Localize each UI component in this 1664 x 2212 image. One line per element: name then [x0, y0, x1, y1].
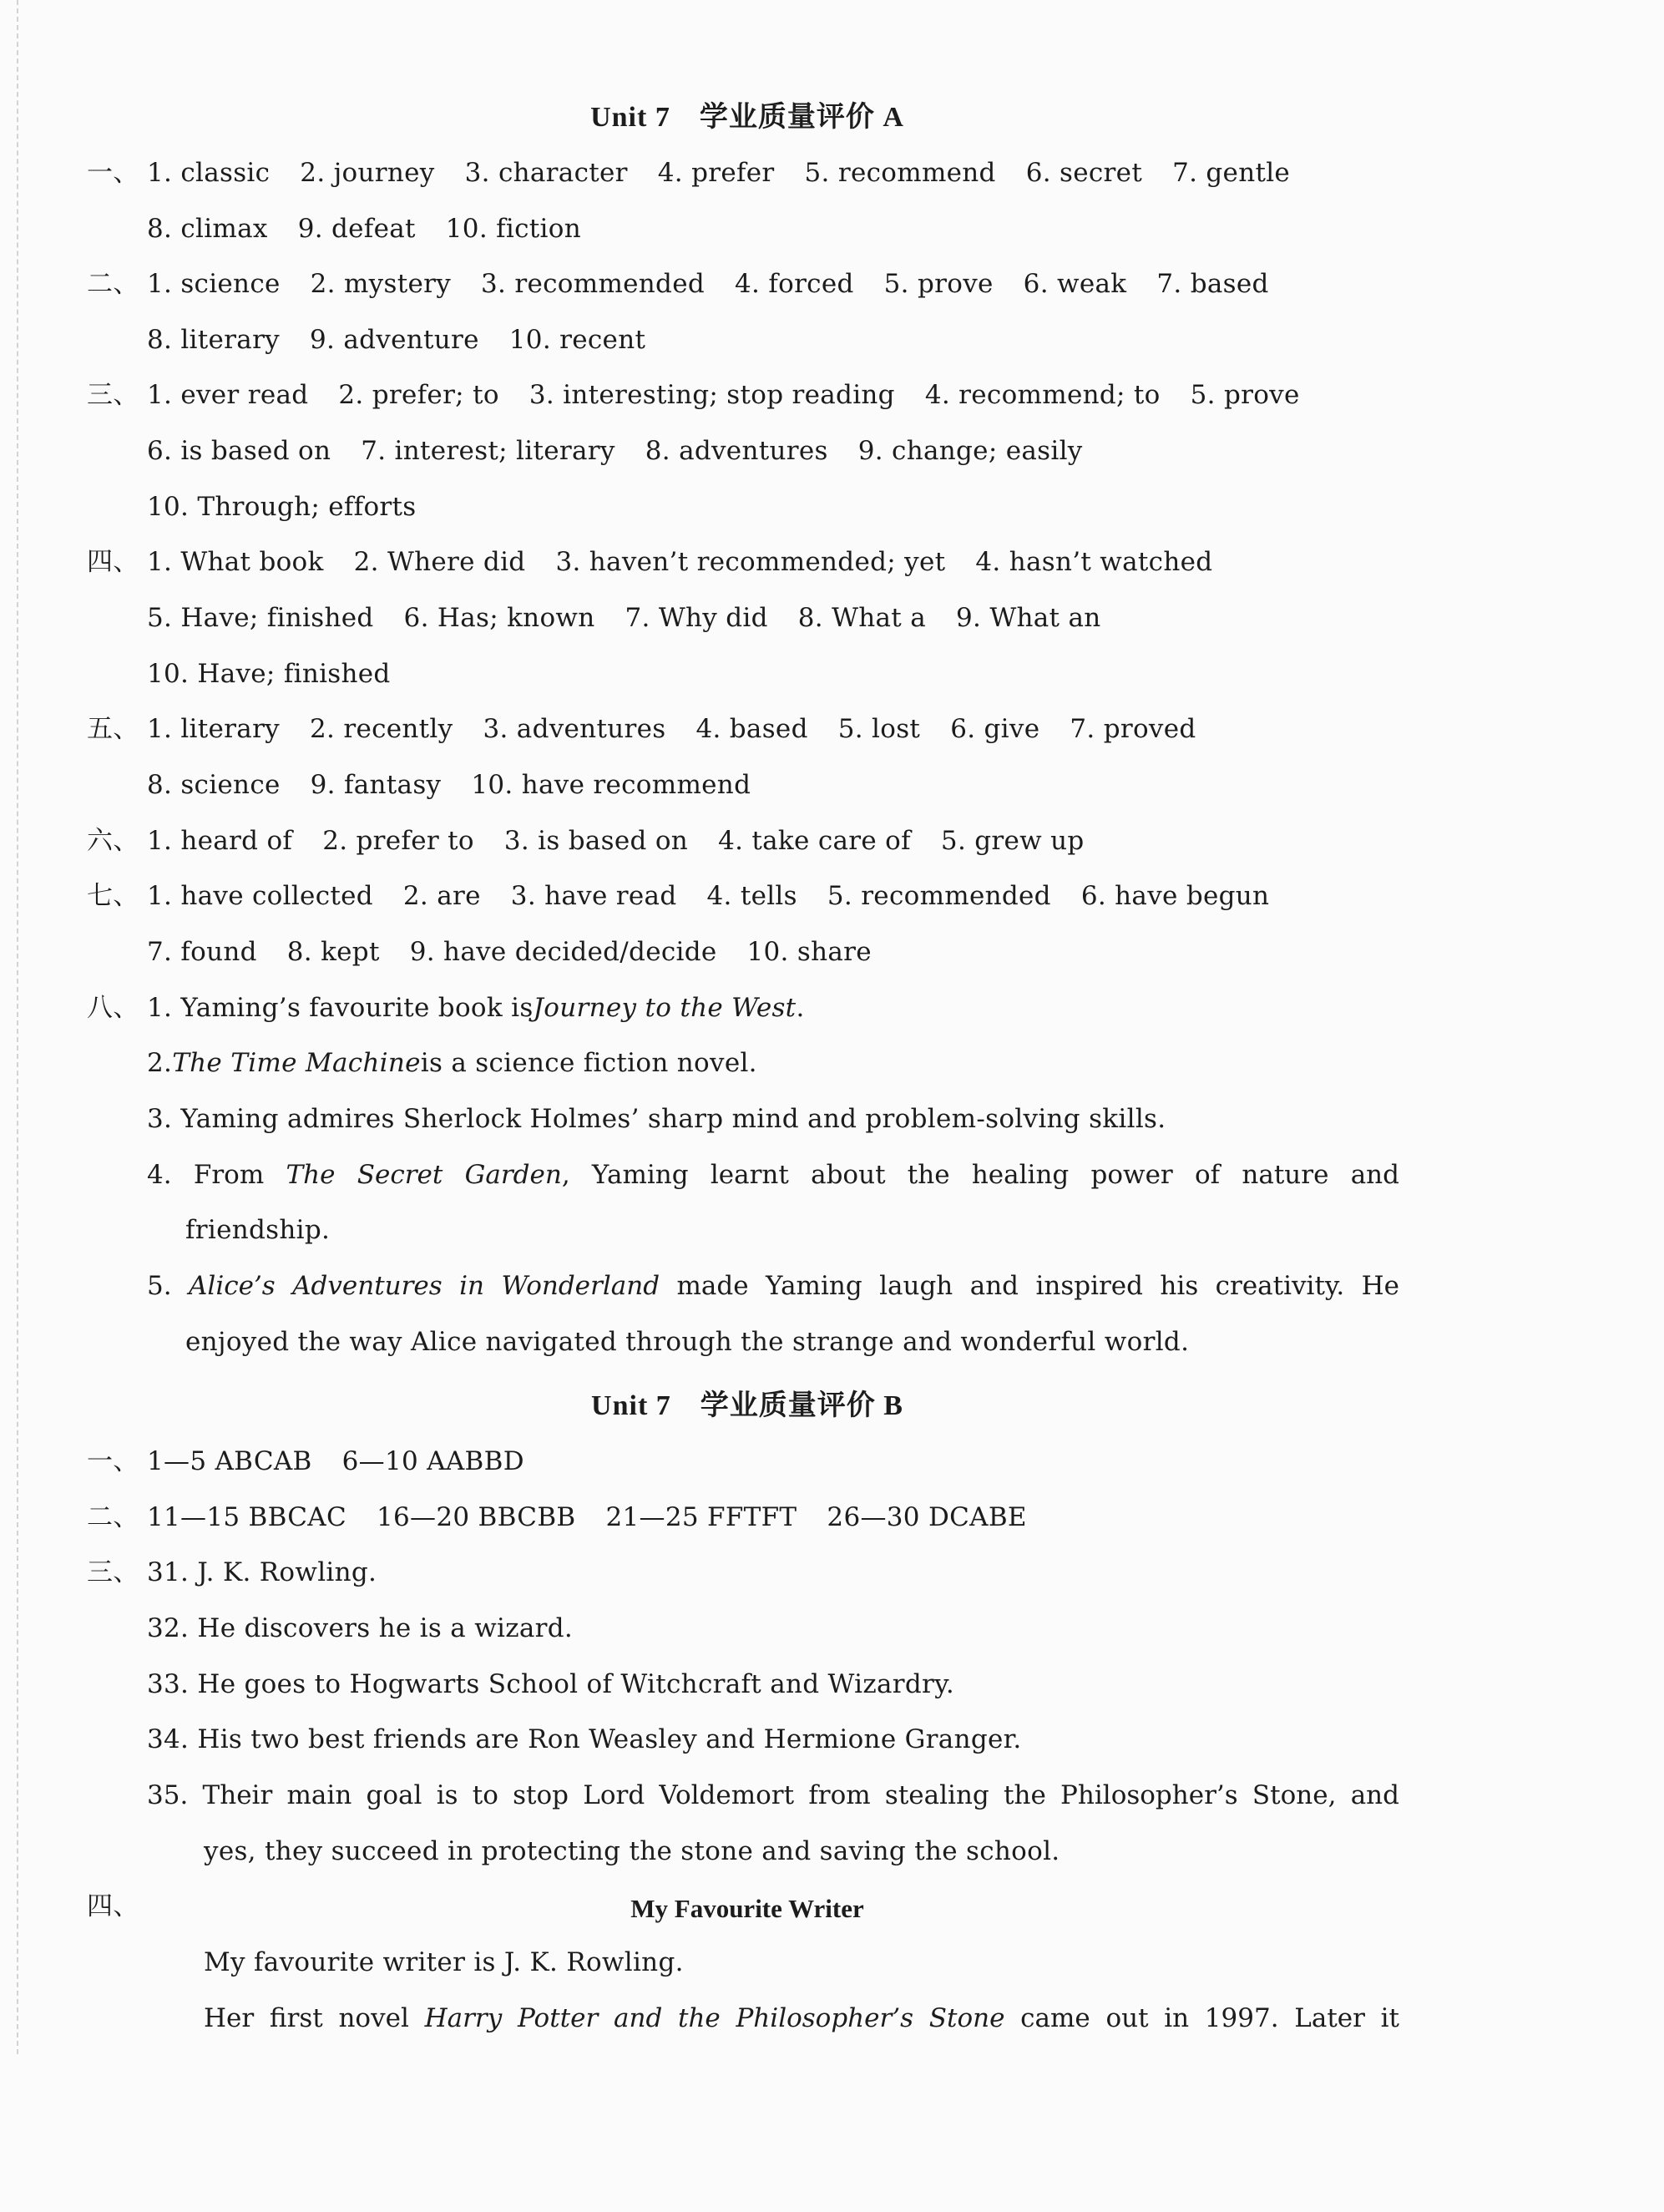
- answer-item: 21—25 FFTFT: [605, 1502, 797, 1532]
- sentence-text: 2.: [147, 1048, 173, 1078]
- b-q1-line1: [87, 1446, 524, 1476]
- answer-item: 2. journey: [300, 158, 435, 188]
- a-q8-s3: [147, 1106, 1166, 1132]
- section-a-title: Unit 7 学业质量评价 A: [590, 102, 904, 133]
- sentence-text: 35. Their main goal is to stop Lord Voldemort from stealing the Philosopher’s Stone, and: [147, 1780, 1399, 1810]
- book-title-italic: The Time Machine: [172, 1048, 421, 1078]
- answer-item: 1. ever read: [147, 380, 309, 410]
- b-q1-marker: 一、: [87, 1446, 139, 1476]
- answer-item: 1. What book: [147, 547, 324, 577]
- a-q8-marker: 八、: [87, 993, 139, 1023]
- answer-item: 6. Has; known: [403, 603, 595, 633]
- sentence-text: 4. From: [147, 1160, 286, 1190]
- sentence-text: 3. Yaming admires Sherlock Holmes’ sharp mind and problem-solving skills.: [147, 1104, 1166, 1134]
- a-q5-marker: 五、: [87, 714, 139, 744]
- answer-item: 4. prefer: [657, 158, 775, 188]
- a-q1-line2: [147, 216, 581, 242]
- answer-item: 9. What an: [956, 603, 1101, 633]
- b-q3-a35-cont: [204, 1836, 1060, 1866]
- b-q3-a34: [147, 1724, 1022, 1754]
- b-q3-a32: [147, 1613, 574, 1643]
- a-q8-s2: [147, 1050, 757, 1076]
- answer-item: 7. interest; literary: [361, 436, 615, 466]
- answer-item: 3. recommended: [481, 269, 705, 299]
- book-title-italic: Alice’s Adventures in Wonderland: [189, 1271, 660, 1301]
- answer-item: 5. grew up: [940, 826, 1085, 856]
- b-q3-a33: [147, 1669, 955, 1699]
- answer-item: 4. recommend; to: [924, 380, 1161, 410]
- answer-item: 4. tells: [706, 881, 797, 911]
- answer-item: 4. hasn’t watched: [975, 547, 1213, 577]
- answer-item: 6—10 AABBD: [341, 1446, 524, 1476]
- a-q1-marker: 一、: [87, 158, 139, 188]
- answer-item: 8. adventures: [645, 436, 828, 466]
- a-q8-s1: [87, 995, 805, 1021]
- answer-item: 5. recommend: [804, 158, 996, 188]
- a-q3-line2: [147, 438, 1083, 464]
- answer-item: 7. Why did: [625, 603, 768, 633]
- a-q4-line3: [147, 661, 391, 687]
- binding-margin-line: [17, 0, 18, 2054]
- a-q8-s4-cont: [185, 1217, 330, 1243]
- sentence-text: 5.: [147, 1271, 190, 1301]
- a-q2-line2: [147, 327, 645, 353]
- a-q8-s4: [147, 1162, 1399, 1188]
- answer-item: 16—20 BBCBB: [377, 1502, 576, 1532]
- answer-item: 5. recommended: [827, 881, 1051, 911]
- answer-item: 8. climax: [147, 214, 268, 244]
- sentence-text: 32. He discovers he is a wizard.: [147, 1613, 574, 1643]
- answer-item: 3. haven’t recommended; yet: [555, 547, 946, 577]
- sentence-text: 1. Yaming’s favourite book is: [147, 993, 534, 1023]
- a-q4-line2: [147, 605, 1101, 631]
- answer-item: 10. fiction: [445, 214, 581, 244]
- answer-item: 1—5 ABCAB: [147, 1446, 312, 1476]
- answer-item: 8. literary: [147, 325, 280, 355]
- sentence-text: , Yaming learnt about the healing power of nature and: [561, 1160, 1399, 1190]
- sentence-text: 33. He goes to Hogwarts School of Witchcraft and Wizardry.: [147, 1669, 955, 1699]
- b-q4-marker: 四、: [87, 1891, 139, 1921]
- sentence-text: is a science fiction novel.: [420, 1048, 757, 1078]
- a-q7-line2: [147, 939, 872, 965]
- essay-paragraph-1: [204, 1947, 684, 1977]
- a-q4-line1: [87, 549, 1212, 575]
- answer-item: 9. have decided/decide: [409, 937, 717, 967]
- answer-item: 2. mystery: [310, 269, 452, 299]
- sentence-text: .: [796, 993, 805, 1023]
- essay-title: My Favourite Writer: [630, 1894, 864, 1923]
- a-q8-s5-cont: [185, 1329, 1189, 1355]
- a-q4-marker: 四、: [87, 547, 139, 577]
- answer-item: 1. have collected: [147, 881, 373, 911]
- answer-item: 11—15 BBCAC: [147, 1502, 347, 1532]
- sentence-text: 34. His two best friends are Ron Weasley and Hermione Granger.: [147, 1724, 1022, 1754]
- answer-item: 5. prove: [883, 269, 994, 299]
- answer-item: 10. have recommend: [471, 770, 751, 800]
- b-q2-line1: [87, 1502, 1027, 1532]
- answer-item: 3. is based on: [503, 826, 689, 856]
- answer-item: 1. classic: [147, 158, 271, 188]
- answer-item: 3. adventures: [483, 714, 666, 744]
- answer-item: 7. gentle: [1172, 158, 1291, 188]
- answer-item: 1. literary: [147, 714, 280, 744]
- section-b-title: Unit 7 学业质量评价 B: [591, 1390, 903, 1421]
- book-title-italic: Journey to the West: [533, 993, 797, 1023]
- answer-item: 9. adventure: [310, 325, 479, 355]
- sentence-text: friendship.: [185, 1215, 331, 1245]
- a-q1-line1: [87, 160, 1290, 186]
- answer-item: 10. Have; finished: [147, 659, 391, 689]
- a-q6-marker: 六、: [87, 826, 139, 856]
- b-q2-marker: 二、: [87, 1502, 139, 1532]
- answer-item: 7. found: [147, 937, 257, 967]
- answer-item: 2. prefer; to: [338, 380, 499, 410]
- a-q3-marker: 三、: [87, 380, 139, 410]
- answer-item: 5. prove: [1190, 380, 1300, 410]
- essay-paragraph-2: [204, 2003, 1400, 2033]
- b-q3-a31: [87, 1557, 377, 1587]
- answer-item: 3. have read: [510, 881, 677, 911]
- sentence-text: 31. J. K. Rowling.: [147, 1557, 377, 1587]
- answer-item: 2. recently: [310, 714, 453, 744]
- answer-item: 3. character: [464, 158, 628, 188]
- answer-item: 5. lost: [837, 714, 921, 744]
- answer-item: 10. Through; efforts: [147, 492, 417, 522]
- answer-item: 9. change; easily: [857, 436, 1083, 466]
- answer-item: 2. are: [402, 881, 481, 911]
- answer-item: 4. based: [695, 714, 808, 744]
- answer-item: 9. defeat: [297, 214, 416, 244]
- answer-item: 10. share: [746, 937, 872, 967]
- a-q2-line1: [87, 271, 1269, 297]
- sentence-text: enjoyed the way Alice navigated through the strange and wonderful world.: [185, 1327, 1190, 1357]
- answer-item: 8. What a: [797, 603, 926, 633]
- sentence-text: Her first novel: [204, 2003, 425, 2033]
- answer-item: 2. prefer to: [322, 826, 474, 856]
- answer-item: 7. based: [1156, 269, 1269, 299]
- answer-item: 6. secret: [1025, 158, 1143, 188]
- a-q3-line3: [147, 494, 417, 520]
- answer-item: 4. forced: [735, 269, 854, 299]
- a-q7-marker: 七、: [87, 881, 139, 911]
- a-q2-marker: 二、: [87, 269, 139, 299]
- a-q5-line2: [147, 772, 751, 798]
- answer-item: 7. proved: [1070, 714, 1196, 744]
- answer-item: 6. weak: [1023, 269, 1127, 299]
- answer-item: 6. have begun: [1080, 881, 1270, 911]
- answer-item: 1. heard of: [147, 826, 293, 856]
- b-q3-a35: [147, 1780, 1399, 1810]
- answer-item: 8. kept: [286, 937, 380, 967]
- sentence-text: My favourite writer is J. K. Rowling.: [204, 1947, 684, 1977]
- answer-item: 3. interesting; stop reading: [529, 380, 895, 410]
- answer-item: 1. science: [147, 269, 281, 299]
- answer-item: 26—30 DCABE: [827, 1502, 1027, 1532]
- answer-item: 6. give: [950, 714, 1040, 744]
- a-q5-line1: [87, 716, 1196, 742]
- sentence-text: came out in 1997. Later it: [1004, 2003, 1400, 2033]
- answer-item: 2. Where did: [353, 547, 526, 577]
- answer-item: 6. is based on: [147, 436, 331, 466]
- sentence-text: made Yaming laugh and inspired his creativity. He: [660, 1271, 1399, 1301]
- a-q7-line1: [87, 883, 1269, 909]
- answer-item: 8. science: [147, 770, 281, 800]
- sentence-text: yes, they succeed in protecting the stone and saving the school.: [204, 1836, 1060, 1866]
- answer-item: 9. fantasy: [310, 770, 442, 800]
- a-q6-line1: [87, 828, 1085, 854]
- b-q3-marker: 三、: [87, 1557, 139, 1587]
- book-title-italic: Harry Potter and the Philosopher’s Stone: [424, 2003, 1005, 2033]
- answer-item: 10. recent: [508, 325, 646, 355]
- answer-item: 5. Have; finished: [147, 603, 374, 633]
- a-q8-s5: [147, 1273, 1399, 1299]
- a-q3-line1: [87, 382, 1300, 408]
- answer-item: 4. take care of: [718, 826, 911, 856]
- book-title-italic: The Secret Garden: [286, 1160, 562, 1190]
